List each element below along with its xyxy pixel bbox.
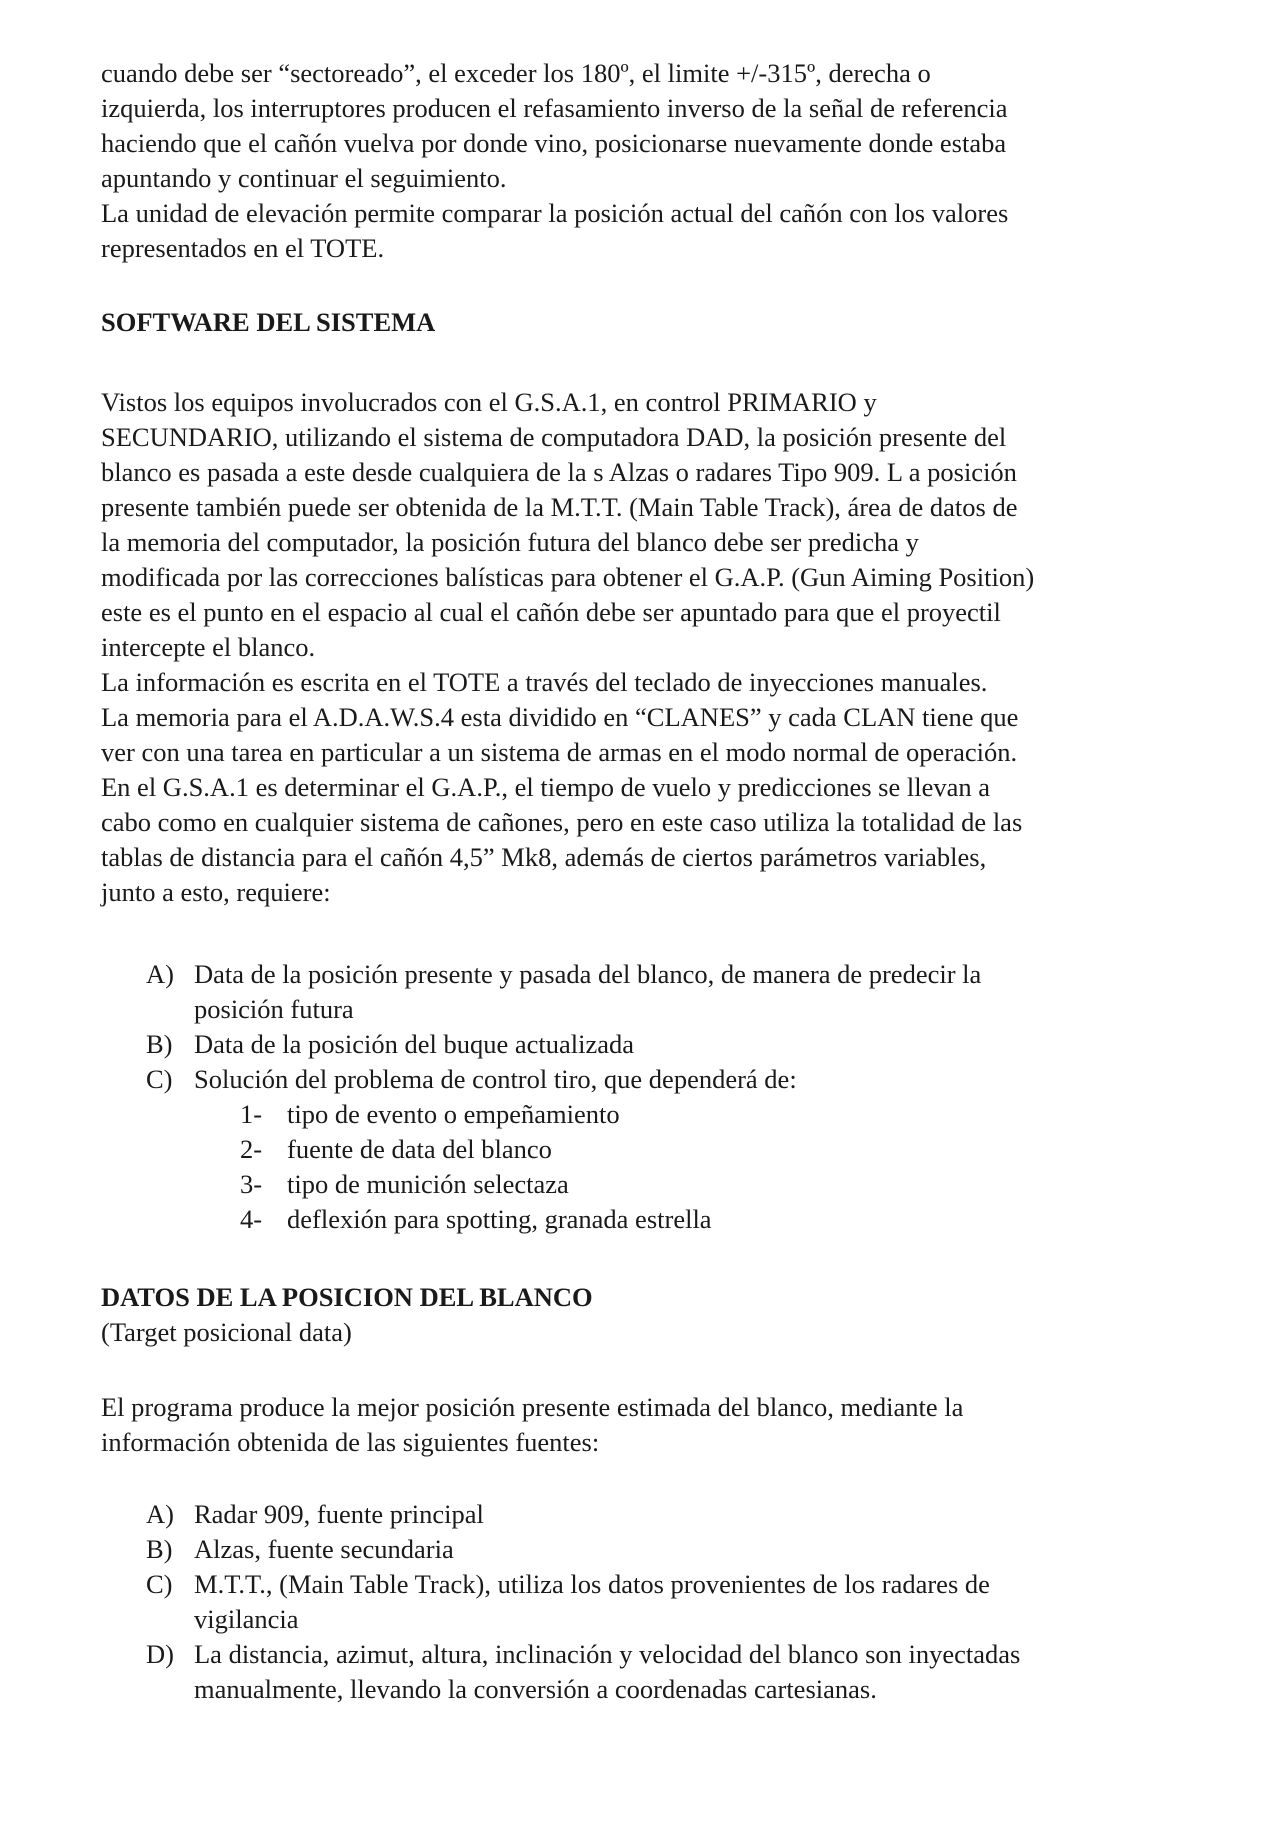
text-line: junto a esto, requiere: <box>101 877 331 907</box>
list-item-text: Data de la posición del buque actualizada <box>194 1029 635 1059</box>
text-line: cuando debe ser “sectoreado”, el exceder los 180º, el limite +/-315º, derecha o <box>101 58 931 88</box>
list-item-label: B) <box>146 1534 173 1564</box>
text-line: Vistos los equipos involucrados con el G.S.A.1, en control PRIMARIO y <box>101 387 877 417</box>
text-line: SECUNDARIO, utilizando el sistema de computadora DAD, la posición presente del <box>101 422 1007 452</box>
list-item-text: posición futura <box>194 994 354 1024</box>
text-line: apuntando y continuar el seguimiento. <box>101 163 507 193</box>
text-line: la memoria del computador, la posición futura del blanco debe ser predicha y <box>101 527 919 557</box>
list-item-text: Data de la posición presente y pasada del blanco, de manera de predecir la <box>194 959 982 989</box>
list-item-label: C) <box>146 1064 173 1094</box>
list-item-text: Alzas, fuente secundaria <box>194 1534 454 1564</box>
text-line: modificada por las correcciones balísticas para obtener el G.A.P. (Gun Aiming Position) <box>101 562 1035 592</box>
text-line: haciendo que el cañón vuelva por donde vino, posicionarse nuevamente donde estaba <box>101 128 1007 158</box>
text-line: ver con una tarea en particular a un sistema de armas en el modo normal de operación. <box>101 737 1018 767</box>
list-item-text: vigilancia <box>194 1604 299 1634</box>
list-item-label: D) <box>146 1639 174 1669</box>
list-item-label: A) <box>146 959 174 989</box>
text-line: blanco es pasada a este desde cualquiera de la s Alzas o radares Tipo 909. L a posición <box>101 457 1017 487</box>
list-item-label: A) <box>146 1499 174 1529</box>
list-item-text: Radar 909, fuente principal <box>194 1499 484 1529</box>
section-heading: SOFTWARE DEL SISTEMA <box>101 307 436 337</box>
text-line: información obtenida de las siguientes fuentes: <box>101 1427 600 1457</box>
sub-list-item-text: tipo de evento o empeñamiento <box>287 1099 620 1129</box>
sub-list-item-label: 2- <box>240 1134 263 1164</box>
list-item-label: C) <box>146 1569 173 1599</box>
section-subtitle: (Target posicional data) <box>101 1317 352 1347</box>
list-item-text: manualmente, llevando la conversión a coordenadas cartesianas. <box>194 1674 877 1704</box>
list-item-text: Solución del problema de control tiro, que dependerá de: <box>194 1064 797 1094</box>
text-line: izquierda, los interruptores producen el refasamiento inverso de la señal de referencia <box>101 93 1008 123</box>
list-item-text: M.T.T., (Main Table Track), utiliza los datos provenientes de los radares de <box>194 1569 990 1599</box>
text-line: representados en el TOTE. <box>101 233 385 263</box>
sub-list-item-text: tipo de munición selectaza <box>287 1169 569 1199</box>
text-line: La información es escrita en el TOTE a través del teclado de inyecciones manuales. <box>101 667 988 697</box>
text-line: cabo como en cualquier sistema de cañones, pero en este caso utiliza la totalidad de las <box>101 807 1023 837</box>
section-heading: DATOS DE LA POSICION DEL BLANCO <box>101 1282 593 1312</box>
text-line: La unidad de elevación permite comparar la posición actual del cañón con los valores <box>101 198 1009 228</box>
text-line: este es el punto en el espacio al cual el cañón debe ser apuntado para que el proyectil <box>101 597 1001 627</box>
sub-list-item-text: fuente de data del blanco <box>287 1134 552 1164</box>
text-line: presente también puede ser obtenida de la M.T.T. (Main Table Track), área de datos de <box>101 492 1018 522</box>
text-line: tablas de distancia para el cañón 4,5” Mk8, además de ciertos parámetros variables, <box>101 842 987 872</box>
sub-list-item-label: 1- <box>240 1099 263 1129</box>
text-line: El programa produce la mejor posición presente estimada del blanco, mediante la <box>101 1392 964 1422</box>
list-item-label: B) <box>146 1029 173 1059</box>
text-line: En el G.S.A.1 es determinar el G.A.P., el tiempo de vuelo y predicciones se llevan a <box>101 772 990 802</box>
text-line: intercepte el blanco. <box>101 632 316 662</box>
sub-list-item-text: deflexión para spotting, granada estrella <box>287 1204 712 1234</box>
sub-list-item-label: 3- <box>240 1169 263 1199</box>
text-line: La memoria para el A.D.A.W.S.4 esta dividido en “CLANES” y cada CLAN tiene que <box>101 702 1019 732</box>
list-item-text: La distancia, azimut, altura, inclinación y velocidad del blanco son inyectadas <box>194 1639 1021 1669</box>
sub-list-item-label: 4- <box>240 1204 263 1234</box>
